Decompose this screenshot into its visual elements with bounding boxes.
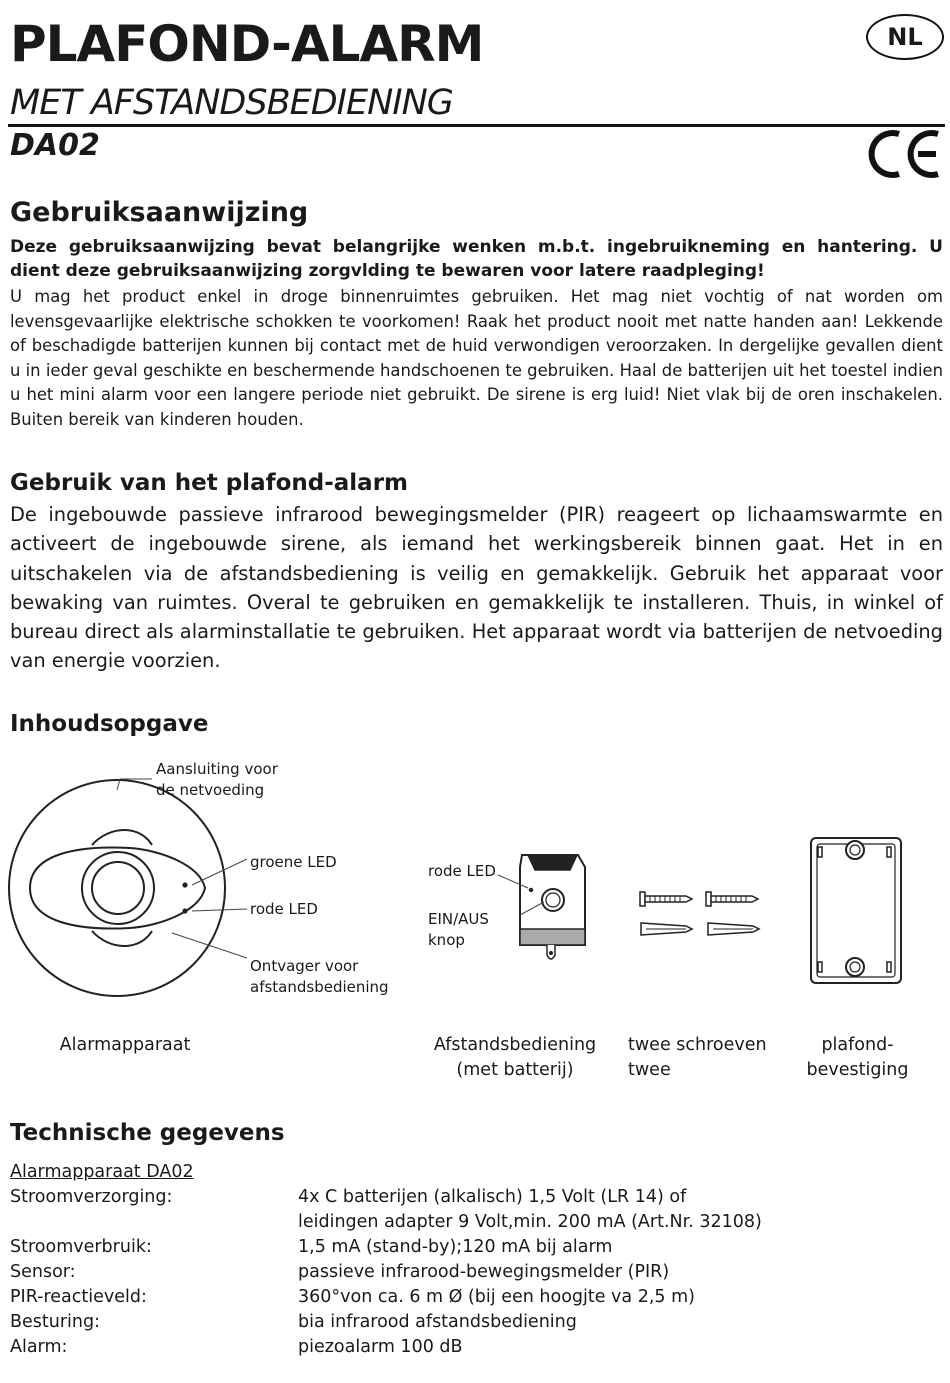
spec-value: piezoalarm 100 dB [298, 1337, 463, 1357]
usage-heading: Gebruik van het plafond-alarm [10, 470, 409, 496]
label-on-off-button: EIN/AUS knop [428, 910, 489, 949]
page-title: PLAFOND-ALARM [10, 15, 484, 73]
spec-value: 360°von ca. 6 m Ø (bij een hoogjte va 2,5 m) [298, 1287, 695, 1307]
usage-text: De ingebouwde passieve infrarood bewegingsmelder (PIR) reageert op lichaamswarmte en activeert de ingebouwde sirene, als iemand het werkingsbereik binnen gaat. Het in en uitschakelen via de afstandsbediening is veilig en gemakkelijk. Gebruik het apparaat voor bewaking van ruimtes. Overal te gebruiken en gemakkelijk te installeren. Thuis, in winkel of bureau direct als alarminstallatie te gebruiken. Het apparaat wordt via batterijen de netvoeding van energie voorzien. [10, 503, 943, 673]
spec-value: bia infrarood afstandsbediening [298, 1312, 577, 1332]
ce-mark-icon [868, 128, 942, 180]
spec-value: passieve infrarood-bewegingsmelder (PIR) [298, 1262, 670, 1282]
caption-screws: twee schroeven twee [628, 1035, 767, 1080]
caption-ceiling-mount: plafond- bevestiging [806, 1035, 909, 1080]
contents-heading: Inhoudsopgave [10, 711, 209, 737]
screws-illustration [636, 885, 766, 945]
spec-label: Stroomverzorging: [10, 1187, 173, 1207]
caption-remote-control: Afstandsbediening (met batterij) [433, 1035, 597, 1080]
safety-text: U mag het product enkel in droge binnenruimtes gebruiken. Het mag niet vochtig of nat worden om levensgevaarlijke elektrische schokken te voorkomen! Raak het product nooit met natte handen aan! Lekkende of beschadigde batterijen kunnen bij contact met de huid verwondigen veroorzaken. In dergelijke gevallen dient u in ieder geval geschikte en beschermende handschoenen te gebruiken. Haal de batterijen uit het toestel indien u het mini alarm voor een langere periode niet gebruikt. De sirene is erg luid! Niet vlak bij de oren inschakelen. Buiten bereik van kinderen houden. [10, 287, 943, 429]
model-number: DA02 [10, 128, 100, 163]
page-subtitle: MET AFSTANDSBEDIENING [10, 83, 453, 123]
important-notice: Deze gebruiksaanwijzing bevat belangrijke wenken m.b.t. ingebruikneming en hantering. U dient deze gebruiksaanwijzing zorgvlding te bewaren voor latere raadpleging! [10, 237, 943, 281]
label-power-connection: Aansluiting voor de netvoeding [156, 760, 278, 799]
caption-alarm-device: Alarmapparaat [59, 1035, 191, 1055]
ceiling-mount-illustration [805, 830, 910, 990]
instructions-heading: Gebruiksaanwijzing [10, 197, 309, 228]
spec-value: 4x C batterijen (alkalisch) 1,5 Volt (LR 14) of [298, 1187, 687, 1207]
label-red-led: rode LED [250, 900, 318, 918]
header-divider [8, 124, 945, 127]
spec-label: Besturing: [10, 1312, 100, 1332]
spec-label: PIR-reactieveld: [10, 1287, 147, 1307]
spec-label: Stroomverbruik: [10, 1237, 152, 1257]
label-receiver: Ontvager voor afstandsbediening [250, 957, 389, 996]
label-green-led: groene LED [250, 853, 337, 871]
spec-value: 1,5 mA (stand-by);120 mA bij alarm [298, 1237, 613, 1257]
language-badge: NL [866, 14, 944, 60]
label-remote-red-led: rode LED [428, 862, 496, 880]
specs-subheading: Alarmapparaat DA02 [10, 1162, 194, 1182]
spec-value: leidingen adapter 9 Volt,min. 200 mA (Art.Nr. 32108) [298, 1212, 762, 1232]
spec-label: Alarm: [10, 1337, 68, 1357]
specs-heading: Technische gegevens [10, 1120, 285, 1146]
spec-label: Sensor: [10, 1262, 76, 1282]
